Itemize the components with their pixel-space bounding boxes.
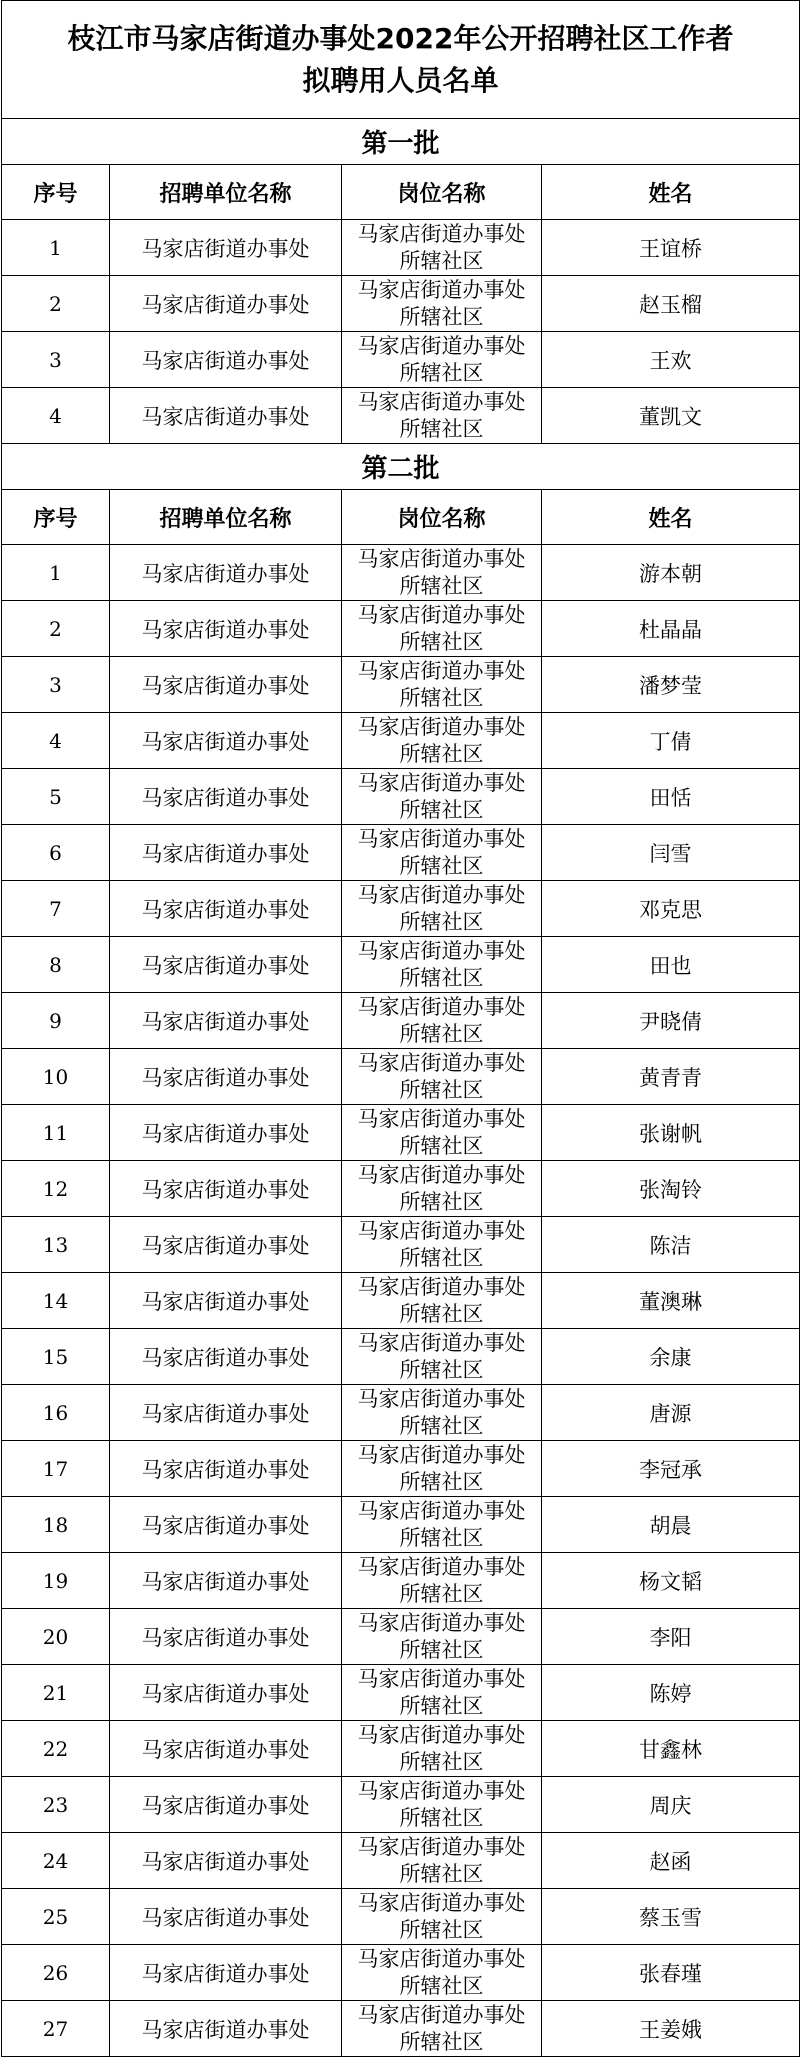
cell-no: 23: [2, 1777, 110, 1833]
cell-name: 董凯文: [542, 388, 800, 444]
post-line-2: 所辖社区: [399, 741, 484, 766]
cell-name: 余康: [542, 1329, 800, 1385]
table-row: [2, 657, 800, 713]
table-row: [2, 993, 800, 1049]
title-line-2: 拟聘用人员名单: [302, 63, 499, 97]
header-no: 序号: [2, 490, 110, 545]
header-no: 序号: [2, 165, 110, 220]
cell-no: 17: [2, 1441, 110, 1497]
batch-row: [2, 444, 800, 490]
post-line-1: 马家店街道办事处: [357, 1610, 526, 1635]
cell-name: 周庆: [542, 1777, 800, 1833]
cell-no: 3: [2, 657, 110, 713]
column-header-row: [2, 165, 800, 220]
post-line-1: 马家店街道办事处: [357, 1554, 526, 1579]
cell-post: [342, 1329, 542, 1385]
post-line-1: 马家店街道办事处: [357, 1442, 526, 1467]
post-line-1: 马家店街道办事处: [357, 333, 526, 358]
cell-name: 丁倩: [542, 713, 800, 769]
cell-unit: 马家店街道办事处: [110, 1105, 342, 1161]
cell-name: 张春瑾: [542, 1945, 800, 2001]
cell-post: [342, 769, 542, 825]
cell-unit: 马家店街道办事处: [110, 1049, 342, 1105]
cell-unit: 马家店街道办事处: [110, 601, 342, 657]
cell-unit: 马家店街道办事处: [110, 657, 342, 713]
cell-no: 16: [2, 1385, 110, 1441]
cell-name: 李冠承: [542, 1441, 800, 1497]
post-line-2: 所辖社区: [399, 1189, 484, 1214]
cell-name: 李阳: [542, 1609, 800, 1665]
cell-unit: 马家店街道办事处: [110, 1161, 342, 1217]
table-row: [2, 1441, 800, 1497]
cell-no: 6: [2, 825, 110, 881]
table-row: [2, 1049, 800, 1105]
hire-list-table: [1, 0, 800, 2057]
table-row: [2, 1889, 800, 1945]
post-line-1: 马家店街道办事处: [357, 546, 526, 571]
post-line-1: 马家店街道办事处: [357, 2002, 526, 2027]
cell-unit: 马家店街道办事处: [110, 1721, 342, 1777]
cell-unit: 马家店街道办事处: [110, 1553, 342, 1609]
post-line-1: 马家店街道办事处: [357, 1778, 526, 1803]
cell-post: [342, 1497, 542, 1553]
post-line-2: 所辖社区: [399, 2029, 484, 2054]
cell-unit: 马家店街道办事处: [110, 1609, 342, 1665]
post-line-2: 所辖社区: [399, 1413, 484, 1438]
cell-post: [342, 332, 542, 388]
table-row: [2, 937, 800, 993]
post-line-1: 马家店街道办事处: [357, 994, 526, 1019]
cell-name: 蔡玉雪: [542, 1889, 800, 1945]
cell-post: [342, 1161, 542, 1217]
cell-no: 3: [2, 332, 110, 388]
post-line-2: 所辖社区: [399, 965, 484, 990]
cell-name: 董澳琳: [542, 1273, 800, 1329]
cell-no: 4: [2, 388, 110, 444]
post-line-1: 马家店街道办事处: [357, 1834, 526, 1859]
post-line-1: 马家店街道办事处: [357, 1162, 526, 1187]
header-post: 岗位名称: [342, 490, 542, 545]
cell-no: 20: [2, 1609, 110, 1665]
cell-name: 赵玉榴: [542, 276, 800, 332]
cell-unit: 马家店街道办事处: [110, 332, 342, 388]
post-line-2: 所辖社区: [399, 909, 484, 934]
cell-no: 12: [2, 1161, 110, 1217]
table-row: [2, 1161, 800, 1217]
table-row: [2, 601, 800, 657]
cell-post: [342, 1721, 542, 1777]
cell-unit: 马家店街道办事处: [110, 1441, 342, 1497]
batch-title: 第二批: [2, 444, 800, 490]
cell-no: 5: [2, 769, 110, 825]
cell-post: [342, 276, 542, 332]
cell-post: [342, 1553, 542, 1609]
post-line-2: 所辖社区: [399, 1917, 484, 1942]
post-line-2: 所辖社区: [399, 248, 484, 273]
table-row: [2, 1721, 800, 1777]
header-post: 岗位名称: [342, 165, 542, 220]
cell-name: 杜晶晶: [542, 601, 800, 657]
cell-name: 甘鑫林: [542, 1721, 800, 1777]
cell-name: 游本朝: [542, 545, 800, 601]
cell-no: 9: [2, 993, 110, 1049]
post-line-1: 马家店街道办事处: [357, 389, 526, 414]
post-line-2: 所辖社区: [399, 797, 484, 822]
cell-name: 田恬: [542, 769, 800, 825]
header-name: 姓名: [542, 165, 800, 220]
cell-name: 王欢: [542, 332, 800, 388]
table-row: [2, 1217, 800, 1273]
post-line-1: 马家店街道办事处: [357, 1218, 526, 1243]
cell-no: 25: [2, 1889, 110, 1945]
post-line-2: 所辖社区: [399, 1973, 484, 1998]
cell-post: [342, 1217, 542, 1273]
cell-post: [342, 1049, 542, 1105]
cell-post: [342, 1945, 542, 2001]
post-line-1: 马家店街道办事处: [357, 1050, 526, 1075]
table-row: [2, 1273, 800, 1329]
post-line-1: 马家店街道办事处: [357, 1386, 526, 1411]
post-line-2: 所辖社区: [399, 1581, 484, 1606]
cell-no: 15: [2, 1329, 110, 1385]
table-row: [2, 1665, 800, 1721]
cell-name: 杨文韬: [542, 1553, 800, 1609]
cell-unit: 马家店街道办事处: [110, 276, 342, 332]
cell-unit: 马家店街道办事处: [110, 1217, 342, 1273]
cell-post: [342, 601, 542, 657]
post-line-2: 所辖社区: [399, 1525, 484, 1550]
post-line-1: 马家店街道办事处: [357, 1722, 526, 1747]
cell-no: 26: [2, 1945, 110, 2001]
cell-post: [342, 1609, 542, 1665]
table-row: [2, 1553, 800, 1609]
cell-no: 24: [2, 1833, 110, 1889]
table-row: [2, 1329, 800, 1385]
post-line-2: 所辖社区: [399, 853, 484, 878]
post-line-2: 所辖社区: [399, 1301, 484, 1326]
table-row: [2, 1777, 800, 1833]
post-line-1: 马家店街道办事处: [357, 770, 526, 795]
cell-name: 胡晨: [542, 1497, 800, 1553]
cell-unit: 马家店街道办事处: [110, 937, 342, 993]
cell-post: [342, 881, 542, 937]
post-line-2: 所辖社区: [399, 1749, 484, 1774]
post-line-2: 所辖社区: [399, 1245, 484, 1270]
post-line-2: 所辖社区: [399, 1133, 484, 1158]
cell-name: 闫雪: [542, 825, 800, 881]
cell-name: 张谢帆: [542, 1105, 800, 1161]
header-unit: 招聘单位名称: [110, 165, 342, 220]
table-row: [2, 825, 800, 881]
page-title: [2, 1, 800, 119]
cell-no: 4: [2, 713, 110, 769]
cell-no: 11: [2, 1105, 110, 1161]
cell-unit: 马家店街道办事处: [110, 1329, 342, 1385]
cell-unit: 马家店街道办事处: [110, 220, 342, 276]
post-line-1: 马家店街道办事处: [357, 1274, 526, 1299]
post-line-1: 马家店街道办事处: [357, 602, 526, 627]
post-line-1: 马家店街道办事处: [357, 658, 526, 683]
table-row: [2, 713, 800, 769]
table-row: [2, 1105, 800, 1161]
post-line-2: 所辖社区: [399, 1469, 484, 1494]
cell-no: 10: [2, 1049, 110, 1105]
table-row: [2, 1833, 800, 1889]
table-row: [2, 1609, 800, 1665]
post-line-2: 所辖社区: [399, 629, 484, 654]
cell-name: 黄青青: [542, 1049, 800, 1105]
cell-name: 尹晓倩: [542, 993, 800, 1049]
cell-no: 8: [2, 937, 110, 993]
cell-unit: 马家店街道办事处: [110, 545, 342, 601]
post-line-2: 所辖社区: [399, 416, 484, 441]
cell-unit: 马家店街道办事处: [110, 1385, 342, 1441]
title-line-1: 枝江市马家店街道办事处2022年公开招聘社区工作者: [67, 21, 734, 55]
post-line-1: 马家店街道办事处: [357, 1946, 526, 1971]
table-row: [2, 388, 800, 444]
table-row: [2, 881, 800, 937]
post-line-1: 马家店街道办事处: [357, 221, 526, 246]
post-line-1: 马家店街道办事处: [357, 1106, 526, 1131]
cell-no: 1: [2, 220, 110, 276]
cell-post: [342, 1777, 542, 1833]
header-name: 姓名: [542, 490, 800, 545]
cell-unit: 马家店街道办事处: [110, 388, 342, 444]
cell-no: 14: [2, 1273, 110, 1329]
post-line-2: 所辖社区: [399, 1077, 484, 1102]
batch-row: [2, 119, 800, 165]
post-line-2: 所辖社区: [399, 1861, 484, 1886]
table-row: [2, 332, 800, 388]
cell-no: 2: [2, 601, 110, 657]
post-line-1: 马家店街道办事处: [357, 938, 526, 963]
table-row: [2, 769, 800, 825]
cell-unit: 马家店街道办事处: [110, 713, 342, 769]
cell-no: 13: [2, 1217, 110, 1273]
table-row: [2, 545, 800, 601]
column-header-row: [2, 490, 800, 545]
post-line-2: 所辖社区: [399, 1805, 484, 1830]
table-row: [2, 276, 800, 332]
cell-post: [342, 220, 542, 276]
post-line-1: 马家店街道办事处: [357, 1890, 526, 1915]
post-line-2: 所辖社区: [399, 304, 484, 329]
cell-no: 18: [2, 1497, 110, 1553]
cell-no: 22: [2, 1721, 110, 1777]
cell-unit: 马家店街道办事处: [110, 1273, 342, 1329]
cell-unit: 马家店街道办事处: [110, 993, 342, 1049]
cell-post: [342, 993, 542, 1049]
post-line-1: 马家店街道办事处: [357, 714, 526, 739]
title-row: [2, 1, 800, 119]
cell-post: [342, 1889, 542, 1945]
cell-name: 唐源: [542, 1385, 800, 1441]
cell-unit: 马家店街道办事处: [110, 1833, 342, 1889]
cell-name: 张淘铃: [542, 1161, 800, 1217]
cell-unit: 马家店街道办事处: [110, 881, 342, 937]
post-line-2: 所辖社区: [399, 573, 484, 598]
cell-post: [342, 825, 542, 881]
cell-no: 2: [2, 276, 110, 332]
batch-title: 第一批: [2, 119, 800, 165]
post-line-2: 所辖社区: [399, 685, 484, 710]
post-line-1: 马家店街道办事处: [357, 277, 526, 302]
cell-name: 陈洁: [542, 1217, 800, 1273]
cell-post: [342, 1105, 542, 1161]
cell-post: [342, 2001, 542, 2057]
post-line-2: 所辖社区: [399, 1021, 484, 1046]
cell-name: 陈婷: [542, 1665, 800, 1721]
table-row: [2, 220, 800, 276]
cell-name: 王姜娥: [542, 2001, 800, 2057]
post-line-1: 马家店街道办事处: [357, 1498, 526, 1523]
cell-name: 潘梦莹: [542, 657, 800, 713]
post-line-2: 所辖社区: [399, 1637, 484, 1662]
post-line-2: 所辖社区: [399, 360, 484, 385]
cell-no: 27: [2, 2001, 110, 2057]
cell-post: [342, 657, 542, 713]
post-line-1: 马家店街道办事处: [357, 882, 526, 907]
cell-unit: 马家店街道办事处: [110, 1497, 342, 1553]
post-line-1: 马家店街道办事处: [357, 1666, 526, 1691]
cell-unit: 马家店街道办事处: [110, 1945, 342, 2001]
cell-no: 1: [2, 545, 110, 601]
cell-unit: 马家店街道办事处: [110, 1665, 342, 1721]
cell-name: 赵函: [542, 1833, 800, 1889]
cell-name: 田也: [542, 937, 800, 993]
post-line-2: 所辖社区: [399, 1693, 484, 1718]
table-row: [2, 2001, 800, 2057]
cell-unit: 马家店街道办事处: [110, 1889, 342, 1945]
post-line-1: 马家店街道办事处: [357, 1330, 526, 1355]
cell-unit: 马家店街道办事处: [110, 769, 342, 825]
cell-post: [342, 545, 542, 601]
cell-unit: 马家店街道办事处: [110, 2001, 342, 2057]
cell-name: 邓克思: [542, 881, 800, 937]
cell-post: [342, 1665, 542, 1721]
table-row: [2, 1945, 800, 2001]
cell-no: 7: [2, 881, 110, 937]
cell-unit: 马家店街道办事处: [110, 1777, 342, 1833]
cell-post: [342, 1833, 542, 1889]
cell-no: 21: [2, 1665, 110, 1721]
cell-post: [342, 937, 542, 993]
cell-post: [342, 1273, 542, 1329]
cell-post: [342, 1441, 542, 1497]
table-row: [2, 1497, 800, 1553]
cell-name: 王谊桥: [542, 220, 800, 276]
post-line-1: 马家店街道办事处: [357, 826, 526, 851]
header-unit: 招聘单位名称: [110, 490, 342, 545]
cell-post: [342, 388, 542, 444]
cell-post: [342, 1385, 542, 1441]
post-line-2: 所辖社区: [399, 1357, 484, 1382]
table-row: [2, 1385, 800, 1441]
cell-post: [342, 713, 542, 769]
cell-unit: 马家店街道办事处: [110, 825, 342, 881]
cell-no: 19: [2, 1553, 110, 1609]
